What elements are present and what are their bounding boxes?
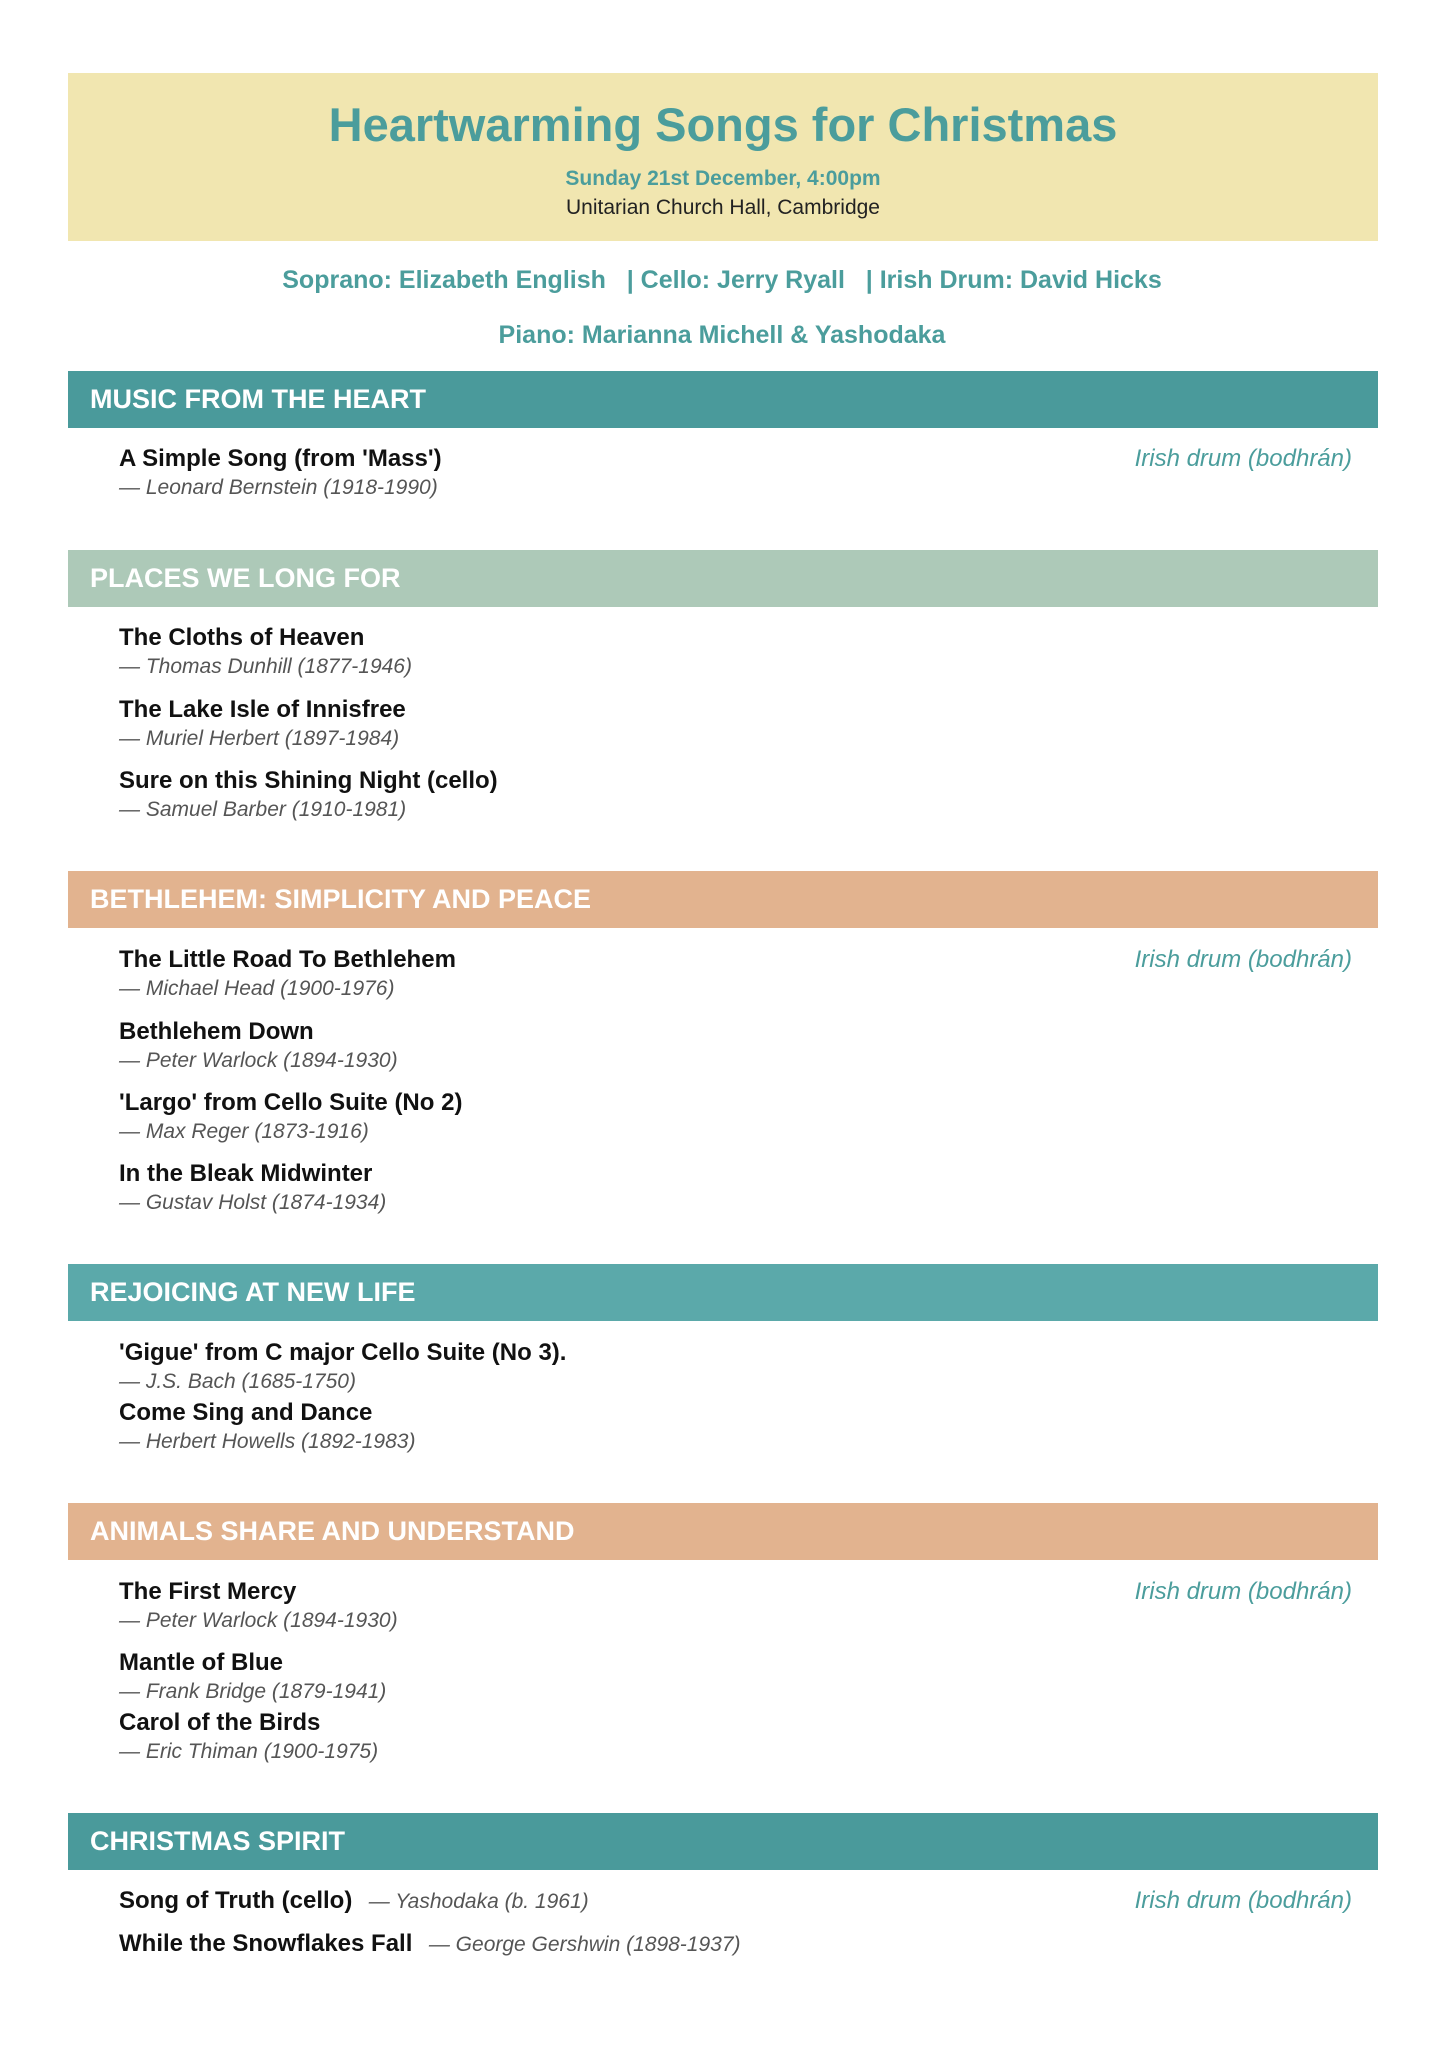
piece-composer: — Eric Thiman (1900-1975)	[119, 1740, 379, 1763]
performers-line: Soprano: Elizabeth English | Cello: Jerry Ryall | Irish Drum: David Hicks	[282, 266, 1162, 294]
piece-composer: — Leonard Bernstein (1918-1990)	[119, 476, 438, 499]
programme-item	[119, 946, 456, 1001]
programme-item	[119, 1887, 589, 1915]
piece-composer: — Michael Head (1900-1976)	[119, 977, 395, 1000]
section-heading: ANIMALS SHARE AND UNDERSTAND	[68, 1503, 1378, 1560]
programme-item	[119, 445, 442, 500]
piece-title: Sure on this Shining Night (cello)	[119, 767, 498, 794]
programme-item	[119, 1578, 398, 1633]
instrument-note: Irish drum (bodhrán)	[1134, 445, 1352, 472]
instrument-note: Irish drum (bodhrán)	[1134, 946, 1352, 973]
piece-composer: — J.S. Bach (1685-1750)	[119, 1370, 356, 1393]
programme-item	[119, 1649, 386, 1704]
programme-header	[68, 73, 1378, 241]
piece-composer: — George Gershwin (1898-1937)	[428, 1933, 741, 1956]
programme-item	[119, 1339, 566, 1394]
piece-title: The First Mercy	[119, 1578, 297, 1605]
programme-item	[119, 624, 412, 679]
piece-title: Carol of the Birds	[119, 1709, 321, 1736]
section-heading: MUSIC FROM THE HEART	[68, 371, 1378, 428]
piece-title: Song of Truth (cello)	[119, 1887, 353, 1914]
piece-title: While the Snowflakes Fall	[119, 1930, 413, 1957]
section-heading: BETHLEHEM: SIMPLICITY AND PEACE	[68, 871, 1378, 928]
programme-item	[119, 696, 406, 751]
instrument-note: Irish drum (bodhrán)	[1134, 1578, 1352, 1605]
piece-title: Bethlehem Down	[119, 1018, 314, 1045]
performers-piano: Piano: Marianna Michell & Yashodaka	[498, 321, 946, 349]
piece-composer: — Frank Bridge (1879-1941)	[119, 1680, 387, 1703]
piece-title: The Lake Isle of Innisfree	[119, 696, 406, 723]
piece-composer: — Gustav Holst (1874-1934)	[119, 1191, 387, 1214]
piece-title: Come Sing and Dance	[119, 1399, 373, 1426]
piece-title: A Simple Song (from 'Mass')	[119, 445, 442, 472]
piece-title: 'Gigue' from C major Cello Suite (No 3).	[119, 1339, 567, 1366]
programme-item	[119, 1930, 741, 1958]
piece-composer: — Muriel Herbert (1897-1984)	[119, 727, 400, 750]
programme-item	[119, 767, 498, 822]
concert-date: Sunday 21st December, 4:00pm	[565, 167, 881, 190]
piece-composer: — Max Reger (1873-1916)	[119, 1120, 369, 1143]
programme-item	[119, 1018, 398, 1073]
piece-composer: — Samuel Barber (1910-1981)	[119, 798, 407, 821]
programme-item	[119, 1089, 462, 1144]
piece-composer: — Herbert Howells (1892-1983)	[119, 1430, 416, 1453]
section-heading: REJOICING AT NEW LIFE	[68, 1264, 1378, 1321]
piece-composer: — Peter Warlock (1894-1930)	[119, 1609, 398, 1632]
piece-composer: — Yashodaka (b. 1961)	[368, 1890, 589, 1913]
programme-title: Heartwarming Songs for Christmas	[328, 98, 1118, 151]
instrument-note: Irish drum (bodhrán)	[1134, 1887, 1352, 1914]
piece-composer: — Peter Warlock (1894-1930)	[119, 1049, 398, 1072]
programme-item	[119, 1399, 415, 1454]
concert-venue: Unitarian Church Hall, Cambridge	[566, 196, 880, 219]
section-heading: PLACES WE LONG FOR	[68, 550, 1378, 607]
piece-composer: — Thomas Dunhill (1877-1946)	[119, 655, 412, 678]
piece-title: In the Bleak Midwinter	[119, 1160, 373, 1187]
programme-item	[119, 1160, 386, 1215]
piece-title: Mantle of Blue	[119, 1649, 284, 1676]
piece-title: The Cloths of Heaven	[119, 624, 365, 651]
programme-item	[119, 1709, 378, 1764]
piece-title: 'Largo' from Cello Suite (No 2)	[119, 1089, 463, 1116]
piece-title: The Little Road To Bethlehem	[119, 946, 456, 973]
section-heading: CHRISTMAS SPIRIT	[68, 1813, 1378, 1870]
